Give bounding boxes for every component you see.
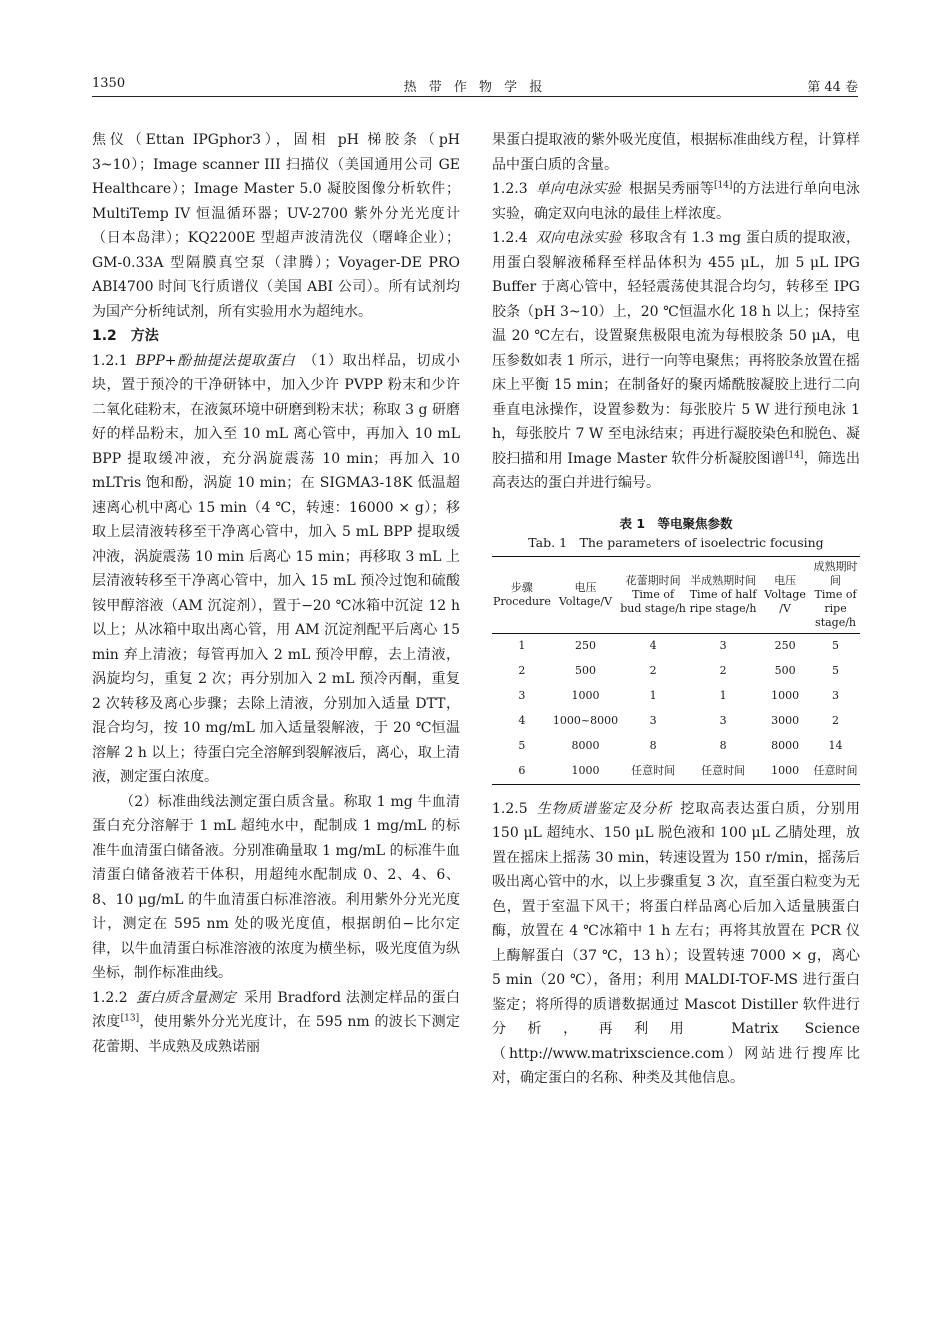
volume-label: 第 44 卷	[807, 80, 858, 95]
standard-curve-paragraph: （2）标准曲线法测定蛋白质含量。称取 1 mg 牛血清蛋白充分溶解于 1 mL 超纯水中，配制成 1 mg/mL 的标准牛血清蛋白储备液。分别准确量取 1 mg/mL 的标准牛血清蛋白储备液若干体积，用超纯水配制成 0、2、4、6、8、10 μg/mL 的牛血清蛋白标准溶液。利用紫外分光光度计，测定在 595 nm 处的吸光度值，根据朗伯−比尔定律，以牛血清蛋白标准溶液的浓度为横坐标，吸光度值为纵坐标，制作标准曲线。	[92, 793, 460, 981]
table-header-row	[492, 556, 860, 633]
right-column	[492, 128, 860, 1091]
table-title-cn: 表 1 等电聚焦参数	[619, 515, 733, 531]
section-1-2-5	[492, 797, 860, 1091]
section-text: ，使用紫外分光光度计，在 595 nm 的波长下测定花蕾期、半成熟及成熟诺丽	[92, 1014, 460, 1055]
section-text: 采用 Bradford 法测定样品的蛋白浓度	[92, 989, 460, 1030]
table-title-en: Tab. 1 The parameters of isoelectric focusing	[528, 534, 824, 550]
instruments-paragraph: 焦仪（Ettan IPGphor3），固相 pH 梯胶条（pH 3~10）；Image scanner III 扫描仪（美国通用公司 GE Healthcare）；Image Master 5.0 凝胶图像分析软件；MultiTemp IV 恒温循环器；UV-2700 紫外分光光度计（日本岛津）；KQ2200E 型超声波清洗仪（曙峰企业）；GM-0.33A 型隔膜真空泵（津腾）；Voyager-DE PRO ABI4700 时间飞行质谱仪（美国 ABI 公司）。所有试剂均为国产分析纯试剂，所有实验用水为超纯水。	[92, 132, 460, 320]
section-text: 挖取高表达蛋白质，分别用 150 μL 超纯水、150 μL 脱色液和 100 μL 乙腈处理，放置在摇床上摇荡 30 min，转速设置为 150 r/min，摇荡后吸出离心管中的水，以上步骤重复 3 次，直至蛋白粒变为无色，置于室温下风干；将蛋白样品离心后加入适量胰蛋白酶，放置在 4 ℃冰箱中 1 h 左右；再将其放置在 PCR 仪上酶解蛋白（37 ℃，13 h）；设置转速 7000 × g，离心 5 min（20 ℃），备用；利用 MALDI-TOF-MS 进行蛋白鉴定；将所得的质谱数据通过 Mascot Distiller 软件进行分析，再利用 Matrix Science（http://www.matrixscience.com）网站进行搜库比对，确定蛋白的名称、种类及其他信息。	[492, 800, 861, 1086]
isoelectric-focusing-table	[492, 556, 860, 785]
table-row: 1 250 4 3 250 5	[518, 639, 840, 652]
table-row: 4 1000~8000 3 3 3000 2	[518, 714, 840, 727]
page-number: 1350	[92, 76, 126, 91]
col-header: 成熟期时间 Time of ripe stage/h	[811, 556, 860, 633]
section-text: 根据吴秀丽等	[628, 181, 714, 197]
section-number: 1.2.3	[492, 181, 528, 197]
subsection-title: 单向电泳实验	[535, 181, 621, 197]
section-text: 移取含有 1.3 mg 蛋白质的提取液，用蛋白裂解液稀释至样品体积为 455 μL，加 5 μL IPG Buffer 于离心管中，轻轻震荡使其混合均匀，转移至 IPG 胶条（pH 3~10）上，20 ℃恒温水化 18 h 以上；保持室温 20 ℃左右，设置聚焦极限电流为每根胶条 50 μA，电压参数如表 1 所示，进行一向等电聚焦；再将胶条放置在摇床上平衡 15 min；在制备好的聚丙烯酰胺凝胶上进行二向垂直电泳操作，设置参数为：每张胶片 5 W 进行预电泳 1 h，每张胶片 7 W 至电泳结束；再进行凝胶染色和脱色、凝胶扫描和用 Image Master 软件分析凝胶图谱	[492, 230, 860, 467]
section-text: 的方法进行单向电泳实验，确定双向电泳的最佳上样浓度。	[492, 181, 861, 222]
citation-ref: [14]	[784, 449, 804, 460]
section-1-2-1	[92, 349, 460, 790]
table-row: 6 1000 任意时间 任意时间 1000 任意时间	[492, 759, 860, 785]
subsection-title: BPP+酚抽提法提取蛋白	[135, 352, 296, 369]
section-number: 1.2.4	[492, 230, 528, 246]
section-heading-methods: 1.2 方法	[92, 328, 159, 344]
table-row: 3 1000 1 1 1000 3	[518, 689, 840, 702]
subsection-title: 生物质谱鉴定及分析	[535, 800, 673, 817]
section-number: 1.2.2	[92, 989, 128, 1006]
section-1-2-2	[92, 986, 460, 1060]
col-header: 花蕾期时间 Time of bud stage/h	[619, 556, 687, 633]
subsection-title: 蛋白质含量测定	[135, 989, 237, 1006]
section-number: 1.2.1	[92, 352, 128, 369]
section-number: 1.2.5	[492, 800, 528, 817]
citation-ref: [14]	[713, 180, 733, 191]
continued-paragraph: 果蛋白提取液的紫外吸光度值，根据标准曲线方程，计算样品中蛋白质的含量。	[492, 132, 860, 173]
col-header: 步骤 Procedure	[492, 556, 552, 633]
section-text: （1）取出样品，切成小块，置于预冷的干净研钵中，加入少许 PVPP 粉末和少许二氧化硅粉末，在液氮环境中研磨到粉末状；称取 3 g 研磨好的样品粉末，加入至 10 mL 离心管中，再加入 10 mL BPP 提取缓冲液，充分涡旋震荡 10 min；再加入 10 mLTris 饱和酚，涡旋 10 min；在 SIGMA3-18K 低温超速离心机中离心 15 min（4 ℃，转速：16000 × g）；移取上层清液转移至干净离心管中，加入 5 mL BPP 提取缓冲液，涡旋震荡 10 min 后离心 15 min；再移取 3 mL 上层清液转移至干净离心管中，加入 15 mL 预冷过饱和硫酸铵甲醇溶液（AM 沉淀剂），置于−20 ℃冰箱中沉淀 12 h 以上；从冰箱中取出离心管，用 AM 沉淀剂配平后离心 15 min 弃上清液；每管再加入 2 mL 预冷甲醇，去上清液，涡旋均匀，重复 2 次；再分别加入 2 mL 预冷丙酮，重复 2 次转移及离心步骤；去除上清液，分别加入适量 DTT，混合均匀，按 10 mg/mL 加入适量裂解液，于 20 ℃恒温溶解 2 h 以上；待蛋白完全溶解到裂解液后，离心，取上清液，测定蛋白浓度。	[92, 352, 460, 785]
subsection-title: 双向电泳实验	[535, 230, 622, 246]
col-header: 电压 Voltage/V	[552, 556, 619, 633]
section-1-2-3	[492, 177, 860, 226]
section-1-2-4	[492, 226, 860, 496]
table-row: 2 500 2 2 500 5	[518, 664, 840, 677]
left-column	[92, 128, 460, 1059]
journal-name: 热 带 作 物 学 报	[403, 80, 547, 95]
col-header: 半成熟期时间 Time of half ripe stage/h	[687, 556, 759, 633]
running-header	[92, 74, 858, 97]
col-header: 电压 Voltage /V	[759, 556, 811, 633]
section-text: ，筛选出高表达的蛋白并进行编号。	[492, 450, 860, 491]
table-row: 5 8000 8 8 8000 14	[518, 739, 843, 752]
citation-ref: [13]	[120, 1013, 140, 1024]
